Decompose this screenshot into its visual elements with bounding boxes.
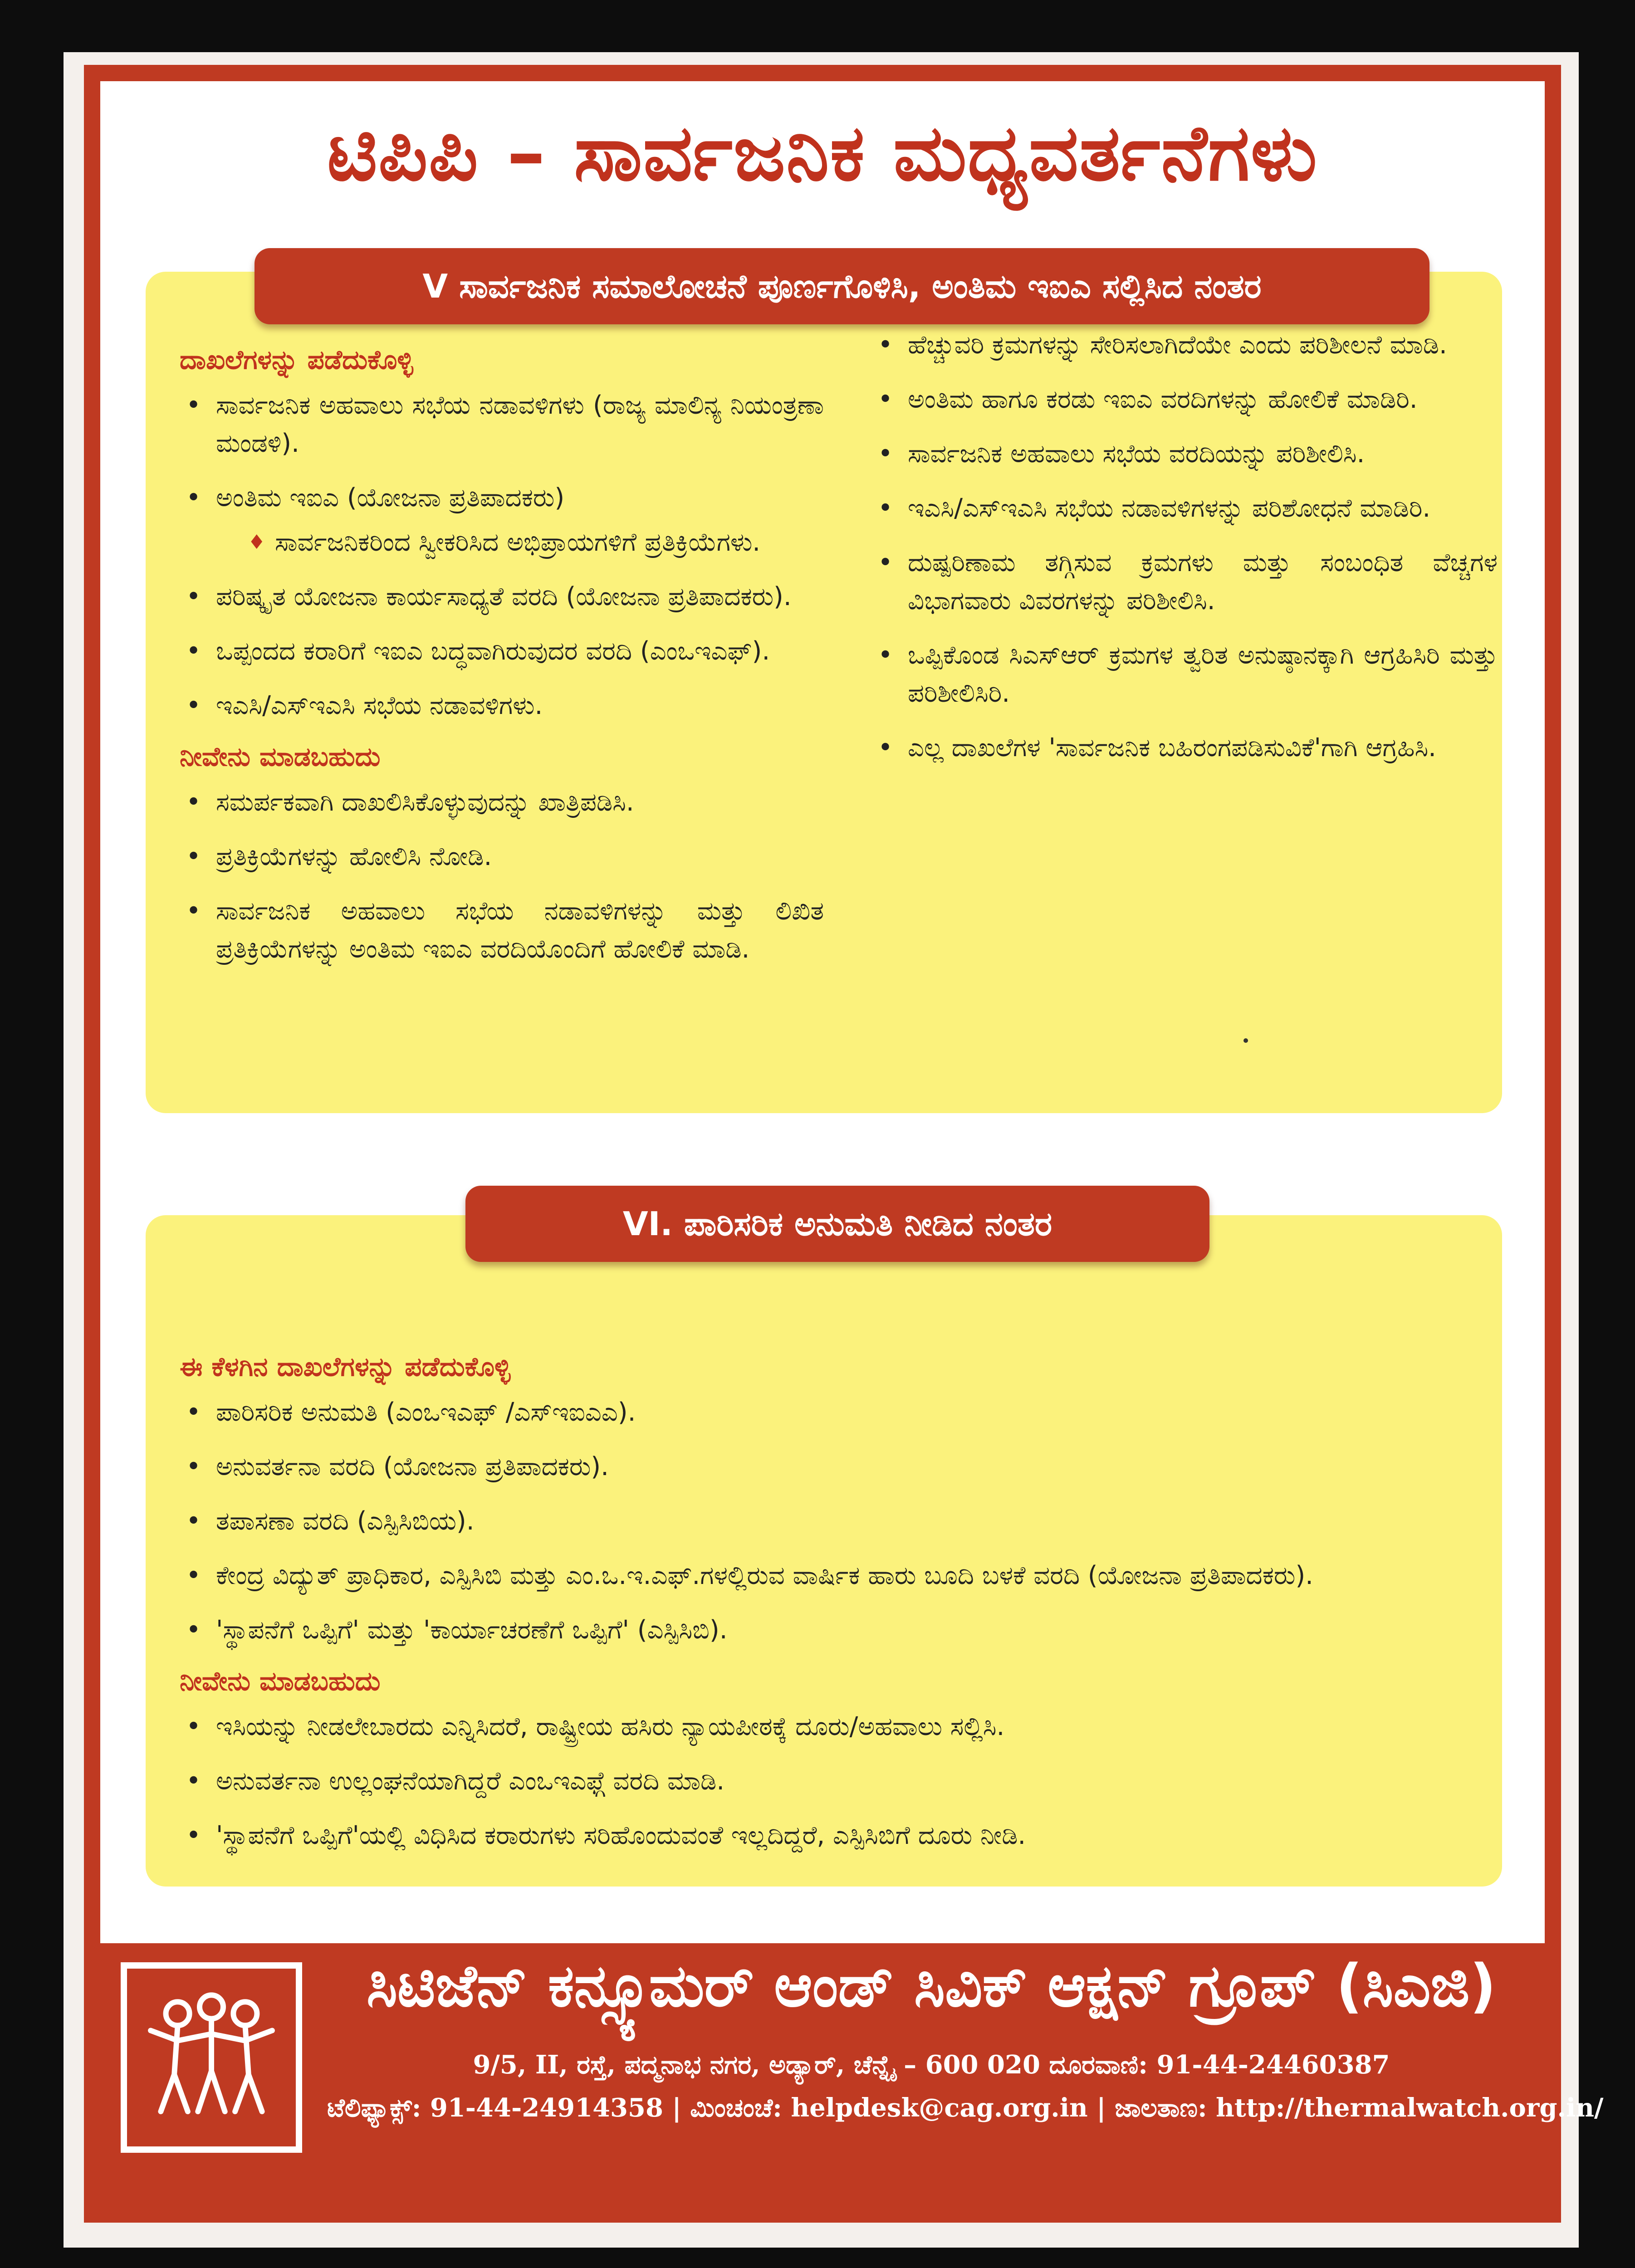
what-you-can-do-heading: ನೀವೇನು ಮಾಡಬಹುದು xyxy=(180,1666,381,1696)
section-1-right-list xyxy=(871,326,1498,767)
organization-name: ಸಿಟಿಜೆನ್ ಕನ್ಸ್ಯೂಮರ್ ಆಂಡ್ ಸಿವಿಕ್ ಆಕ್ಷನ್ ಗ್ರೂಪ್ (ಸಿಎಜಿ) xyxy=(366,1952,1497,2020)
organization-contact: ಟೆಲಿಫ್ಯಾಕ್ಸ್: 91-44-24914358 | ಮಿಂಚಂಚೆ: helpdesk@cag.org.in | ಜಾಲತಾಣ: http://thermalwatch.org.in/ xyxy=(327,2093,1604,2123)
footer xyxy=(100,1943,1604,2206)
list-item: • ಅಂತಿಮ ಹಾಗೂ ಕರಡು ಇಐಎ ವರದಿಗಳನ್ನು ಹೋಲಿಕೆ ಮಾಡಿರಿ. xyxy=(878,385,1418,414)
section-1-left-column xyxy=(180,344,824,985)
organization-address: 9/5, II, ರಸ್ತೆ, ಪದ್ಮನಾಭ ನಗರ, ಅಡ್ಯಾರ್, ಚೆನ್ನೈ – 600 020 ದೂರವಾಣಿ: 91-44-24460387 xyxy=(473,2050,1390,2080)
what-you-can-do-heading: ನೀವೇನು ಮಾಡಬಹುದು xyxy=(180,741,381,772)
list-item: • ಪಾರಿಸರಿಕ ಅನುಮತಿ (ಎಂಒಇಎಫ್ /ಎಸ್ಇಐಎಎ). xyxy=(186,1398,636,1427)
list-item: • ಸಾರ್ವಜನಿಕ ಅಹವಾಲು ಸಭೆಯ ನಡಾವಳಿಗಳನ್ನು ಮತ್ತು ಲಿಖಿತ ಪ್ರತಿಕ್ರಿಯೆಗಳನ್ನು ಅಂತಿಮ ಇಐಎ ವರದಿಯೊಂದಿಗೆ ಹೋಲಿಕೆ ಮಾಡಿ. xyxy=(186,896,824,964)
diamond-bullet-icon: ♦ xyxy=(248,531,266,554)
list-item: • ಸಾರ್ವಜನಿಕ ಅಹವಾಲು ಸಭೆಯ ವರದಿಯನ್ನು ಪರಿಶೀಲಿಸಿ. xyxy=(878,439,1365,469)
nested-list xyxy=(216,523,824,562)
list-item: • ಅನುವರ್ತನಾ ಉಲ್ಲಂಘನೆಯಾಗಿದ್ದರೆ ಎಂಒಇಎಫ್ಗೆ ವರದಿ ಮಾಡಿ. xyxy=(186,1766,725,1796)
list-item: • ಕೇಂದ್ರ ವಿದ್ಯುತ್ ಪ್ರಾಧಿಕಾರ, ಎಸ್ಪಿಸಿಬಿ ಮತ್ತು ಎಂ.ಒ.ಇ.ಎಫ್.ಗಳಲ್ಲಿರುವ ವಾರ್ಷಿಕ ಹಾರು ಬೂದಿ ಬಳಕೆ ವರದಿ (ಯೋಜನಾ ಪ್ರತಿಪಾದಕರು). xyxy=(186,1561,1313,1590)
list-item: • 'ಸ್ಥಾಪನೆಗೆ ಒಪ್ಪಿಗೆ'ಯಲ್ಲಿ ವಿಧಿಸಿದ ಕರಾರುಗಳು ಸರಿಹೊಂದುವಂತೆ ಇಲ್ಲದಿದ್ದರೆ, ಎಸ್ಪಿಸಿಬಿಗೆ ದೂರು ನೀಡಿ. xyxy=(186,1821,1026,1850)
nested-list-item: ♦ ಸಾರ್ವಜನಿಕರಿಂದ ಸ್ವೀಕರಿಸಿದ ಅಭಿಪ್ರಾಯಗಳಿಗೆ ಪ್ರತಿಕ್ರಿಯೆಗಳು. xyxy=(216,523,824,562)
list-item: • ಇಎಸಿ/ಎಸ್ಇಎಸಿ ಸಭೆಯ ನಡಾವಳಿಗಳು. xyxy=(186,691,543,720)
logo-graphic xyxy=(127,1969,296,2146)
list-item: • 'ಸ್ಥಾಪನೆಗೆ ಒಪ್ಪಿಗೆ' ಮತ್ತು 'ಕಾರ್ಯಾಚರಣೆಗೆ ಒಪ್ಪಿಗೆ' (ಎಸ್ಪಿಸಿಬಿ). xyxy=(186,1615,728,1645)
obtain-documents-heading: ದಾಖಲೆಗಳನ್ನು ಪಡೆದುಕೊಳ್ಳಿ xyxy=(180,344,413,375)
list-item: • ಪ್ರತಿಕ್ರಿಯೆಗಳನ್ನು ಹೋಲಿಸಿ ನೋಡಿ. xyxy=(186,842,492,871)
people-holding-hands-icon xyxy=(121,1962,302,2153)
section-1-heading: V ಸಾರ್ವಜನಿಕ ಸಮಾಲೋಚನೆ ಪೂರ್ಣಗೊಳಿಸಿ, ಅಂತಿಮ ಇಐಎ ಸಲ್ಲಿಸಿದ ನಂತರ xyxy=(255,248,1429,324)
list-item: • ದುಷ್ಪರಿಣಾಮ ತಗ್ಗಿಸುವ ಕ್ರಮಗಳು ಮತ್ತು ಸಂಬಂಧಿತ ವೆಚ್ಚಗಳ ವಿಭಾಗವಾರು ವಿವರಗಳನ್ನು ಪರಿಶೀಲಿಸಿ. xyxy=(878,548,1498,616)
list-item: • ಹೆಚ್ಚುವರಿ ಕ್ರಮಗಳನ್ನು ಸೇರಿಸಲಾಗಿದೆಯೇ ಎಂದು ಪರಿಶೀಲನೆ ಮಾಡಿ. xyxy=(878,330,1447,360)
page-title: ಟಿಪಿಪಿ – ಸಾರ್ವಜನಿಕ ಮಧ್ಯವರ್ತನೆಗಳು xyxy=(327,108,1318,198)
list-item: • ಒಪ್ಪಂದದ ಕರಾರಿಗೆ ಇಐಎ ಬದ್ಧವಾಗಿರುವುದರ ವರದಿ (ಎಂಒಇಎಫ್). xyxy=(186,636,770,666)
obtain-documents-list xyxy=(180,386,824,725)
obtain-documents-list xyxy=(180,1393,1477,1649)
list-item: • ಇಸಿಯನ್ನು ನೀಡಲೇಬಾರದು ಎನ್ನಿಸಿದರೆ, ರಾಷ್ಟ್ರೀಯ ಹಸಿರು ನ್ಯಾಯಪೀಠಕ್ಕೆ ದೂರು/ಅಹವಾಲು ಸಲ್ಲಿಸಿ. xyxy=(186,1712,1005,1741)
list-item: • ಇಎಸಿ/ಎಸ್ಇಎಸಿ ಸಭೆಯ ನಡಾವಳಿಗಳನ್ನು ಪರಿಶೋಧನೆ ಮಾಡಿರಿ. xyxy=(878,494,1431,523)
list-item: • ತಪಾಸಣಾ ವರದಿ (ಎಸ್ಪಿಸಿಬಿಯ). xyxy=(186,1506,475,1536)
section-2-heading: VI. ಪಾರಿಸರಿಕ ಅನುಮತಿ ನೀಡಿದ ನಂತರ xyxy=(465,1186,1209,1262)
stray-dot xyxy=(1243,1038,1248,1043)
poster-frame xyxy=(84,65,1604,2223)
obtain-documents-heading: ಈ ಕೆಳಗಿನ ದಾಖಲೆಗಳನ್ನು ಪಡೆದುಕೊಳ್ಳಿ xyxy=(180,1351,511,1382)
poster-sheet xyxy=(64,52,1604,2248)
list-item: • ಸಮರ್ಪಕವಾಗಿ ದಾಖಲಿಸಿಕೊಳ್ಳುವುದನ್ನು ಖಾತ್ರಿಪಡಿಸಿ. xyxy=(186,787,634,817)
list-item: • ಪರಿಷ್ಕೃತ ಯೋಜನಾ ಕಾರ್ಯಸಾಧ್ಯತೆ ವರದಿ (ಯೋಜನಾ ಪ್ರತಿಪಾದಕರು). xyxy=(186,582,792,611)
list-item: • ಅಂತಿಮ ಇಐಎ (ಯೋಜನಾ ಪ್ರತಿಪಾದಕರು) ♦ ಸಾರ್ವಜನಿಕರಿಂದ ಸ್ವೀಕರಿಸಿದ ಅಭಿಪ್ರಾಯಗಳಿಗೆ ಪ್ರತಿಕ್ರಿಯೆಗಳು. xyxy=(180,479,824,562)
list-item: • ಅನುವರ್ತನಾ ವರದಿ (ಯೋಜನಾ ಪ್ರತಿಪಾದಕರು). xyxy=(186,1452,609,1481)
list-item: • ಒಪ್ಪಿಕೊಂಡ ಸಿಎಸ್ಆರ್ ಕ್ರಮಗಳ ತ್ವರಿತ ಅನುಷ್ಠಾನಕ್ಕಾಗಿ ಆಗ್ರಹಿಸಿರಿ ಮತ್ತು ಪರಿಶೀಲಿಸಿರಿ. xyxy=(878,640,1498,708)
section-1-right-column xyxy=(871,326,1498,783)
what-you-can-do-list xyxy=(180,783,824,968)
section-2-column xyxy=(180,1351,1477,1871)
list-item: • ಸಾರ್ವಜನಿಕ ಅಹವಾಲು ಸಭೆಯ ನಡಾವಳಿಗಳು (ರಾಜ್ಯ ಮಾಲಿನ್ಯ ನಿಯಂತ್ರಣಾ ಮಂಡಳಿ). xyxy=(186,391,824,458)
list-item: • ಎಲ್ಲ ದಾಖಲೆಗಳ 'ಸಾರ್ವಜನಿಕ ಬಹಿರಂಗಪಡಿಸುವಿಕೆ'ಗಾಗಿ ಆಗ್ರಹಿಸಿ. xyxy=(878,733,1436,763)
what-you-can-do-list xyxy=(180,1708,1477,1855)
